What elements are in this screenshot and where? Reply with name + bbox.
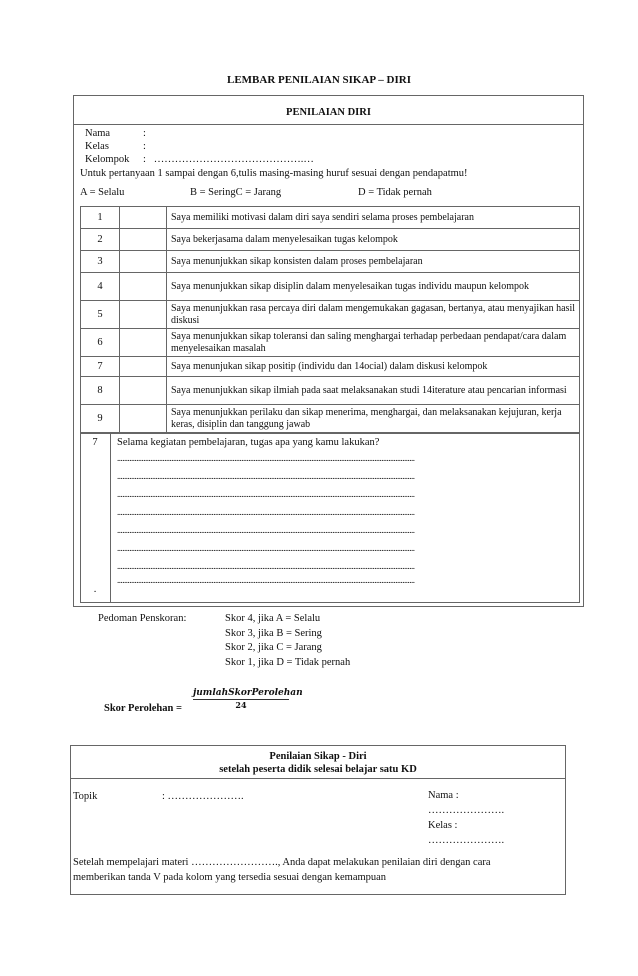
statement-text: Saya menunjukkan sikap toleransi dan saling menghargai terhadap perbedaan pendapat/cara dalam menyelesaikan masalah — [167, 329, 580, 357]
field-label: Kelas — [85, 141, 109, 152]
statement-text: Saya menunjukkan rasa percaya diri dalam mengemukakan gagasan, bertanya, atau menyajikan hasil diskusi — [167, 301, 580, 329]
table-row — [81, 301, 580, 329]
question-7-divider — [110, 433, 111, 603]
row-number: 5 — [81, 301, 120, 329]
scale-d: D = Tidak pernah — [358, 187, 432, 198]
header-divider — [73, 124, 584, 125]
table-row — [81, 229, 580, 251]
field-sep: : — [143, 141, 146, 152]
row-number: 7 — [81, 357, 120, 377]
statement-text: Saya menunjukan sikap positip (individu dan 14ocial) dalam diskusi kelompok — [167, 357, 580, 377]
answer-cell[interactable] — [120, 377, 167, 405]
question-7-number: 7 — [92, 437, 98, 448]
score-label: Skor Perolehan = — [104, 703, 182, 714]
kd-footer-line2: memberikan tanda V pada kolom yang tersedia sesuai dengan kemampuan — [73, 872, 387, 883]
kd-box-title — [70, 750, 566, 776]
table-row — [81, 251, 580, 273]
statement-text: Saya menunjukkan sikap disiplin dalam menyelesaikan tugas individu maupun kelompok — [167, 273, 580, 301]
kd-footer-line1: Setelah mempelajari materi ……………………., Anda dapat melakukan penilaian diri dengan cara — [73, 857, 491, 868]
table-row — [81, 329, 580, 357]
statement-text: Saya menunjukkan sikap konsisten dalam proses pembelajaran — [167, 251, 580, 273]
kd-title-line1: Penilaian Sikap - Diri — [269, 751, 367, 762]
answer-cell[interactable] — [120, 251, 167, 273]
field-label: Nama — [85, 128, 111, 139]
form-header: PENILAIAN DIRI — [286, 107, 371, 118]
answer-line[interactable]: .......................................................................................................................................................................... — [117, 490, 415, 499]
answer-line[interactable]: .......................................................................................................................................................................... — [117, 454, 415, 463]
answer-cell[interactable] — [120, 329, 167, 357]
field-sep: : — [143, 128, 146, 139]
kd-title-line2: setelah peserta didik selesai belajar satu KD — [219, 764, 417, 775]
row-number: 9 — [81, 405, 120, 433]
question-7-dot: . — [93, 584, 97, 595]
scoring-rules — [225, 612, 350, 670]
formula-numerator: jumlahSkorPerolehan — [193, 688, 303, 698]
field-kelompok[interactable] — [85, 153, 314, 166]
field-kelas[interactable] — [85, 140, 146, 153]
statement-text: Saya bekerjasama dalam menyelesaikan tugas kelompok — [167, 229, 580, 251]
scoring-rule: Skor 1, jika D = Tidak pernah — [225, 656, 351, 668]
page-title: LEMBAR PENILAIAN SIKAP – DIRI — [227, 74, 411, 86]
answer-line[interactable]: .......................................................................................................................................................................... — [117, 562, 415, 571]
scoring-rule: Skor 4, jika A = Selalu — [225, 613, 321, 624]
field-nama[interactable] — [85, 127, 146, 140]
table-row — [81, 207, 580, 229]
nama-label: Nama : — [428, 790, 459, 801]
row-number: 8 — [81, 377, 120, 405]
formula-denominator: 24 — [235, 700, 247, 710]
answer-line[interactable]: .......................................................................................................................................................................... — [117, 472, 415, 481]
row-number: 6 — [81, 329, 120, 357]
answer-cell[interactable] — [120, 357, 167, 377]
scoring-rule: Skor 2, jika C = Jarang — [225, 642, 322, 653]
row-number: 3 — [81, 251, 120, 273]
table-row — [81, 405, 580, 433]
topik-value[interactable]: : …………………. — [162, 791, 244, 802]
row-number: 1 — [81, 207, 120, 229]
statement-text: Saya menunjukkan sikap ilmiah pada saat melaksanakan studi 14iterature atau pencarian informasi — [167, 377, 580, 405]
nama-value[interactable]: …………………. — [428, 805, 505, 816]
table-row — [81, 273, 580, 301]
answer-cell[interactable] — [120, 273, 167, 301]
statement-text: Saya memiliki motivasi dalam diri saya sendiri selama proses pembelajaran — [167, 207, 580, 229]
kelas-label: Kelas : — [428, 820, 458, 831]
answer-cell[interactable] — [120, 229, 167, 251]
field-value: …………………………………….… — [153, 154, 314, 165]
topik-label: Topik — [73, 791, 98, 802]
scale-a: A = Selalu — [80, 187, 125, 198]
instruction-text: Untuk pertanyaan 1 sampai dengan 6,tulis masing-masing huruf sesuai dengan pendapatmu! — [80, 168, 468, 179]
score-formula — [193, 688, 303, 710]
answer-line[interactable]: .......................................................................................................................................................................... — [117, 544, 415, 553]
field-sep: : — [143, 154, 146, 165]
scoring-rule: Skor 3, jika B = Sering — [225, 627, 322, 639]
row-number: 4 — [81, 273, 120, 301]
kelas-value[interactable]: …………………. — [428, 835, 505, 846]
answer-cell[interactable] — [120, 207, 167, 229]
row-number: 2 — [81, 229, 120, 251]
question-7-text: Selama kegiatan pembelajaran, tugas apa yang kamu lakukan? — [117, 437, 380, 448]
kd-box-divider — [70, 778, 566, 779]
statement-table — [80, 206, 580, 433]
scoring-guide-label: Pedoman Penskoran: — [98, 613, 187, 624]
answer-line[interactable]: .......................................................................................................................................................................... — [117, 526, 415, 535]
table-row — [81, 377, 580, 405]
field-label: Kelompok — [85, 154, 130, 165]
answer-line[interactable]: .......................................................................................................................................................................... — [117, 508, 415, 517]
scale-b: B = SeringC = Jarang — [190, 187, 282, 198]
answer-line[interactable]: .......................................................................................................................................................................... — [117, 576, 415, 585]
table-row — [81, 357, 580, 377]
statement-text: Saya menunjukkan perilaku dan sikap menerima, menghargai, dan melaksanakan kejujuran, kerja keras, disiplin dan tanggung jawab — [167, 405, 580, 433]
answer-cell[interactable] — [120, 301, 167, 329]
answer-cell[interactable] — [120, 405, 167, 433]
